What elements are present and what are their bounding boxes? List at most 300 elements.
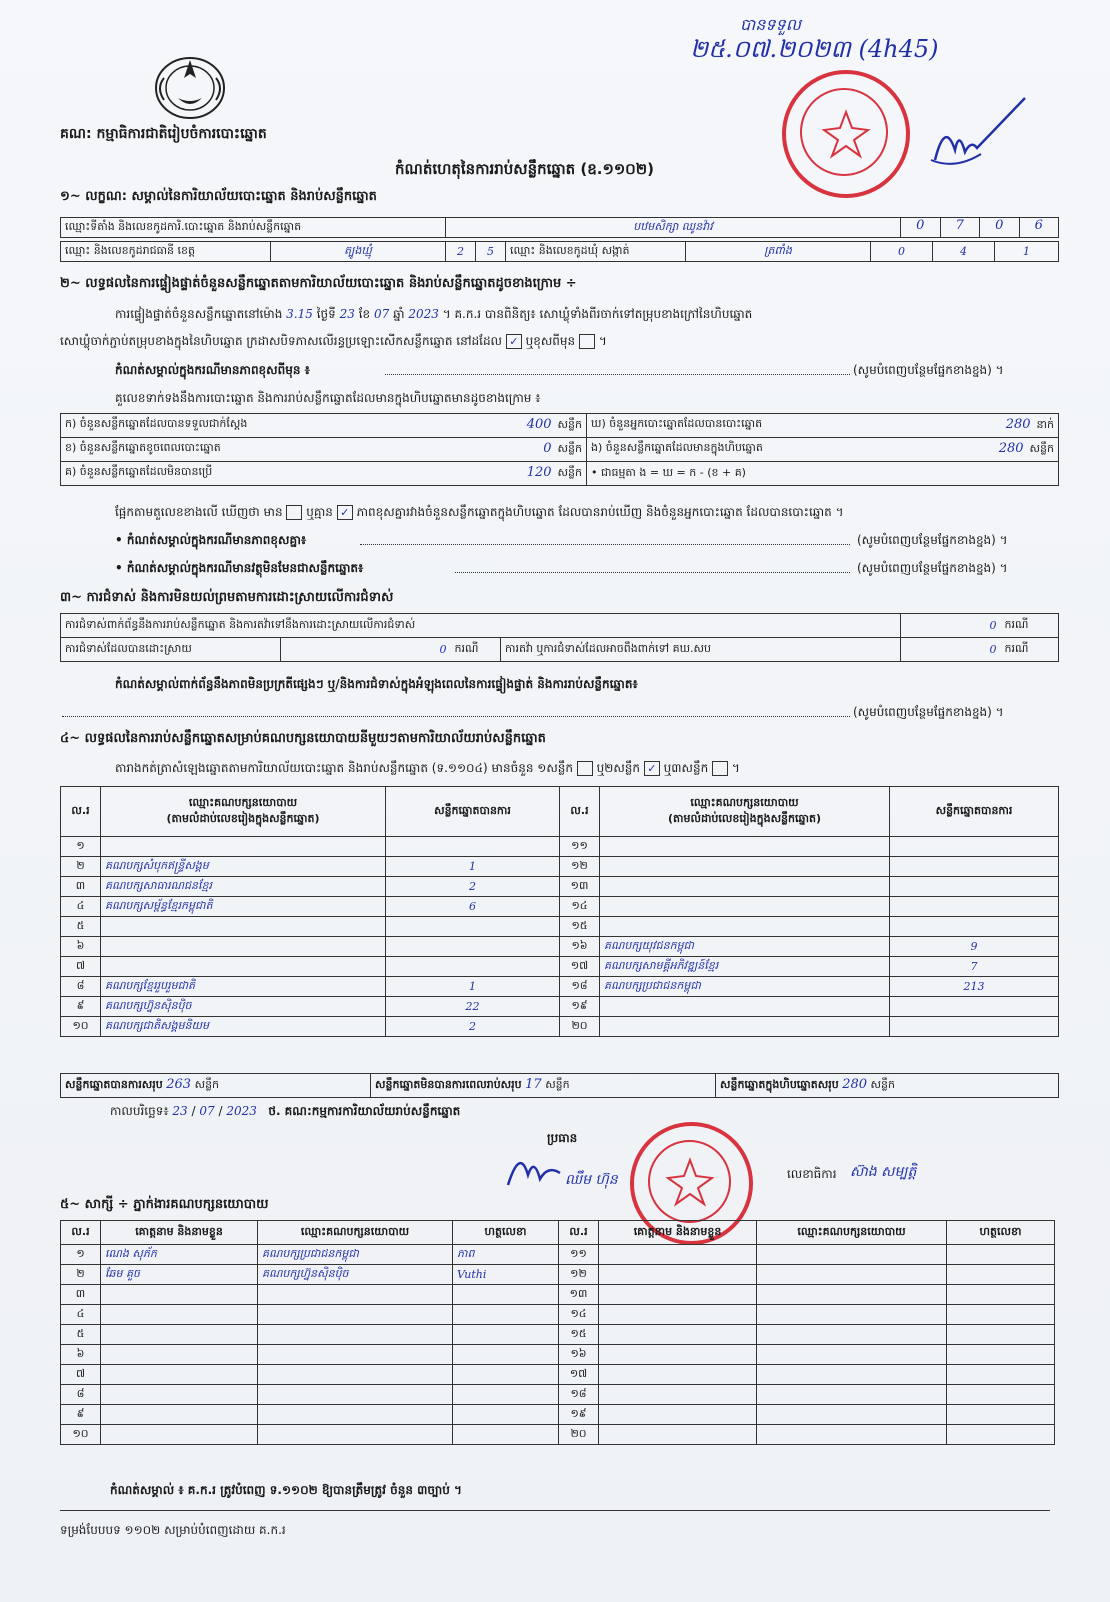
total-valid-unit: សន្លឹក bbox=[194, 1078, 220, 1091]
verify-month: 07 bbox=[373, 307, 390, 321]
results-col-party-left-line1: ឈ្មោះគណបក្សនយោបាយ bbox=[188, 795, 298, 809]
results-col-party-left-line2: (តាមលំដាប់លេខរៀងក្នុងសន្លឹកឆ្នោត) bbox=[166, 811, 320, 825]
location-table bbox=[60, 217, 1059, 238]
verify-text-b: ថ្ងៃទី bbox=[316, 307, 336, 321]
results-no-cell: ៥ bbox=[61, 917, 101, 937]
difference-note-line[interactable] bbox=[385, 374, 850, 375]
results-row bbox=[61, 997, 1059, 1017]
results-no-cell: ១៩ bbox=[560, 997, 600, 1017]
witness-sign-cell[interactable] bbox=[947, 1345, 1055, 1365]
figure-right-unit: សន្លឹក bbox=[1029, 442, 1054, 455]
witness-party-cell[interactable] bbox=[258, 1305, 453, 1325]
results-party-cell[interactable] bbox=[101, 917, 386, 937]
witness-no-cell: ១៥ bbox=[559, 1325, 599, 1345]
results-party-cell[interactable]: គណបក្សប្រជាជនកម្ពុជា bbox=[600, 977, 890, 997]
compare-text-a: ផ្អែកតាមតួលេខខាងលើ ឃើញថា មាន bbox=[115, 505, 283, 519]
results-votes-cell[interactable]: 2 bbox=[386, 877, 560, 897]
tally-text-d: ។ bbox=[731, 761, 740, 775]
verify-text-c: ខែ bbox=[358, 307, 371, 321]
verify-year: 2023 bbox=[408, 307, 439, 321]
witness-name-cell[interactable] bbox=[599, 1305, 757, 1325]
witness-no-cell: ៦ bbox=[61, 1345, 101, 1365]
signature-top bbox=[925, 90, 1035, 180]
witness-sign-cell[interactable] bbox=[453, 1345, 559, 1365]
witness-party-cell[interactable] bbox=[757, 1345, 947, 1365]
witness-no-cell: ១០ bbox=[61, 1425, 101, 1445]
two-sheets-checkbox[interactable]: ✓ bbox=[644, 761, 660, 776]
witness-row bbox=[61, 1245, 1055, 1265]
results-row bbox=[61, 837, 1059, 857]
results-row bbox=[61, 1017, 1059, 1037]
different-checkbox[interactable] bbox=[579, 334, 595, 349]
witness-sign-cell[interactable] bbox=[947, 1385, 1055, 1405]
witness-sign-cell[interactable] bbox=[947, 1265, 1055, 1285]
witness-party-cell[interactable] bbox=[258, 1365, 453, 1385]
results-no-cell: ១៣ bbox=[560, 877, 600, 897]
date-line: កាលបរិច្ឆេទ៖ 23 / 07 / 2023 ថ. គណ:កម្មការការិយាល័យរាប់សន្លឹកឆ្នោត bbox=[110, 1104, 461, 1118]
witness-party-cell[interactable] bbox=[757, 1405, 947, 1425]
figure-right-cell bbox=[587, 438, 1059, 462]
tally-text-c: ឬ៣សន្លឹក bbox=[663, 761, 709, 775]
committee-name: គណ: កម្មាធិការជាតិរៀបចំការបោះឆ្នោត bbox=[60, 126, 267, 142]
witness-col-name-left: គោត្តនាម និងនាមខ្លួន bbox=[101, 1221, 258, 1245]
witness-row bbox=[61, 1405, 1055, 1425]
footer-divider bbox=[60, 1510, 1050, 1511]
results-col-votes-left: សន្លឹកឆ្នោតបានការ bbox=[386, 787, 560, 837]
seal-line bbox=[60, 333, 607, 351]
witness-party-cell[interactable] bbox=[757, 1385, 947, 1405]
no-difference-checkbox[interactable]: ✓ bbox=[337, 505, 353, 520]
figure-left-unit: សន្លឹក bbox=[557, 466, 582, 479]
witness-party-cell[interactable] bbox=[258, 1385, 453, 1405]
secretary-name: ស៊ាង សម្បត្តិ bbox=[850, 1164, 917, 1180]
appeal-unit: ករណី bbox=[1001, 638, 1059, 662]
witness-party-cell[interactable] bbox=[258, 1425, 453, 1445]
results-party-cell[interactable] bbox=[101, 957, 386, 977]
results-votes-cell[interactable] bbox=[890, 917, 1059, 937]
results-party-cell[interactable]: គណបក្សសំបុកឥន្ទ្រីសង្គម bbox=[101, 857, 386, 877]
witness-name-cell[interactable] bbox=[101, 1305, 258, 1325]
results-party-cell[interactable] bbox=[101, 837, 386, 857]
witness-row bbox=[61, 1385, 1055, 1405]
results-party-cell[interactable] bbox=[600, 1017, 890, 1037]
bullet-difference-fill: (សូមបំពេញបន្ថែមផ្នែកខាងខ្នង) ។ bbox=[857, 533, 1008, 547]
form-title: កំណត់ហេតុនៃការរាប់សន្លឹកឆ្នោត (ឧ.១១០២) bbox=[395, 160, 655, 178]
commune-code-1: 0 bbox=[871, 242, 933, 262]
witness-no-cell: ៩ bbox=[61, 1405, 101, 1425]
results-col-party-right-line1: ឈ្មោះគណបក្សនយោបាយ bbox=[690, 795, 799, 809]
results-party-cell[interactable] bbox=[600, 877, 890, 897]
results-votes-cell[interactable] bbox=[386, 957, 560, 977]
verify-text-d: ឆ្នាំ bbox=[393, 307, 405, 321]
results-party-cell[interactable] bbox=[600, 917, 890, 937]
total-invalid-value: 17 bbox=[525, 1077, 542, 1092]
results-no-cell: ១៦ bbox=[560, 937, 600, 957]
figure-left-value bbox=[527, 465, 582, 482]
results-party-cell[interactable] bbox=[600, 857, 890, 877]
witness-no-cell: ១៣ bbox=[559, 1285, 599, 1305]
results-votes-cell[interactable] bbox=[386, 917, 560, 937]
results-col-votes-right: សន្លឹកឆ្នោតបានការ bbox=[890, 787, 1059, 837]
figure-left-unit: សន្លឹក bbox=[557, 442, 582, 455]
irregularity-fill: (សូមបំពេញបន្ថែមផ្នែកខាងខ្នង) ។ bbox=[853, 705, 1004, 719]
results-party-cell[interactable]: គណបក្សហ្វ៊ុនស៊ិនប៉ិច bbox=[101, 997, 386, 1017]
witness-no-cell: ១១ bbox=[559, 1245, 599, 1265]
bullet-object-line[interactable] bbox=[455, 572, 850, 573]
total-valid-cell bbox=[61, 1074, 371, 1098]
objection-table bbox=[60, 613, 1059, 662]
figure-right-value bbox=[1048, 466, 1054, 481]
figure-right-number: 280 bbox=[998, 441, 1024, 456]
location-code-2: 7 bbox=[940, 218, 980, 237]
section2-title: ២~ លទ្ធផលនៃការផ្ទៀងផ្ទាត់ចំនួនសន្លឹកឆ្នោតតាមការិយាល័យបោះឆ្នោត និងរាប់សន្លឹកឆ្នោតដូចខាងក្រោម ÷ bbox=[60, 276, 577, 291]
witness-no-cell: ១៦ bbox=[559, 1345, 599, 1365]
compare-line bbox=[115, 504, 844, 522]
witness-name-cell[interactable] bbox=[599, 1285, 757, 1305]
results-party-cell[interactable] bbox=[101, 937, 386, 957]
verify-text-e: ។ គ.ក.រ បានពិនិត្យ៖ សោឃ្លុំទាំងពីរចាក់ទៅតម្រុបខាងក្រៅនៃហិបឆ្នោត bbox=[442, 307, 753, 321]
results-col-no-left: ល.រ bbox=[61, 787, 101, 837]
results-table bbox=[60, 786, 1059, 1037]
total-box-cell bbox=[716, 1074, 1059, 1098]
witness-no-cell: ១២ bbox=[559, 1265, 599, 1285]
results-votes-cell[interactable]: 1 bbox=[386, 857, 560, 877]
results-votes-cell[interactable]: 9 bbox=[890, 937, 1059, 957]
results-no-cell: ១ bbox=[61, 837, 101, 857]
figures-row bbox=[61, 438, 1059, 462]
results-no-cell: ១០ bbox=[61, 1017, 101, 1037]
figures-table bbox=[60, 413, 1059, 486]
figure-right-label: • ជាធម្មតា ង = ឃ = ក - (ខ + គ) bbox=[591, 465, 746, 479]
witness-sign-cell[interactable]: Vuthi bbox=[453, 1265, 559, 1285]
seal-text-c: ។ bbox=[598, 334, 607, 348]
location-code-3: 0 bbox=[979, 218, 1019, 237]
witness-sign-cell[interactable] bbox=[453, 1325, 559, 1345]
witness-party-cell[interactable] bbox=[757, 1265, 947, 1285]
witness-no-cell: ១ bbox=[61, 1245, 101, 1265]
tally-sheet-line bbox=[115, 760, 740, 778]
difference-note-fill: (សូមបំពេញបន្ថែមផ្នែកខាងខ្នង) ។ bbox=[853, 363, 1004, 377]
bullet-object: • កំណត់សម្គាល់ក្នុងករណីមានវត្ថុមិនមែនជាសន្លឹកឆ្នោត៖ bbox=[115, 561, 364, 575]
witness-name-cell[interactable] bbox=[599, 1365, 757, 1385]
section1-title: ១~ លក្ខណ: សម្គាល់នៃការិយាល័យបោះឆ្នោត និងរាប់សន្លឹកឆ្នោត bbox=[60, 189, 377, 204]
witness-sign-cell[interactable] bbox=[453, 1305, 559, 1325]
results-votes-cell[interactable] bbox=[386, 937, 560, 957]
province-table bbox=[60, 241, 1059, 262]
date-month: 07 bbox=[199, 1104, 215, 1118]
figure-right-label: ឃ) ចំនួនអ្នកបោះឆ្នោតដែលបានបោះឆ្នោត bbox=[591, 417, 763, 430]
figure-right-value bbox=[999, 441, 1054, 458]
witness-name-cell[interactable] bbox=[101, 1285, 258, 1305]
results-votes-cell[interactable] bbox=[386, 837, 560, 857]
results-col-party-right-line2: (តាមលំដាប់លេខរៀងក្នុងសន្លឹកឆ្នោត) bbox=[668, 811, 821, 825]
results-row bbox=[61, 957, 1059, 977]
witness-row bbox=[61, 1265, 1055, 1285]
bullet-difference: • កំណត់សម្គាល់ក្នុងករណីមានភាពខុសគ្នា៖ bbox=[115, 533, 307, 547]
witness-party-cell[interactable] bbox=[757, 1425, 947, 1445]
tally-text-b: ឬ២សន្លឹក bbox=[596, 761, 641, 775]
results-no-cell: ១២ bbox=[560, 857, 600, 877]
results-row bbox=[61, 917, 1059, 937]
witness-col-no-left: ល.រ bbox=[61, 1221, 101, 1245]
witness-name-cell[interactable] bbox=[599, 1265, 757, 1285]
received-note: បានទទួល bbox=[740, 15, 801, 34]
location-value: បឋមសិក្សា ឈូនវ៉ាវ bbox=[446, 218, 901, 238]
same-checkbox[interactable]: ✓ bbox=[506, 334, 522, 349]
witness-no-cell: ២០ bbox=[559, 1425, 599, 1445]
date-label: កាលបរិច្ឆេទ៖ bbox=[110, 1104, 169, 1118]
witness-name-cell[interactable] bbox=[599, 1385, 757, 1405]
verify-text-a: ការផ្ទៀងផ្ទាត់ចំនួនសន្លឹកឆ្នោតនៅម៉ោង bbox=[115, 307, 283, 321]
witness-col-name-right: គោត្តនាម និងនាមខ្លួន bbox=[599, 1221, 757, 1245]
figure-left-number: 0 bbox=[543, 441, 552, 456]
chair-signature bbox=[500, 1145, 570, 1195]
figure-left-label: ក) ចំនួនសន្លឹកឆ្នោតដែលបានទទួលជាក់ស្តែង bbox=[65, 417, 248, 430]
results-no-cell: ២០ bbox=[560, 1017, 600, 1037]
results-no-cell: ៨ bbox=[61, 977, 101, 997]
witness-party-cell[interactable] bbox=[258, 1345, 453, 1365]
results-party-cell[interactable]: គណបក្សសាមគ្គីអភិវឌ្ឍន៍ខ្មែរ bbox=[600, 957, 890, 977]
results-votes-cell[interactable]: 6 bbox=[386, 897, 560, 917]
results-party-cell[interactable] bbox=[600, 837, 890, 857]
commune-label: ឈ្មោះ និងលេខកូដឃុំ សង្កាត់ bbox=[506, 242, 686, 262]
witness-party-cell[interactable] bbox=[757, 1365, 947, 1385]
total-invalid-label: សន្លឹកឆ្នោតមិនបានការពេលរាប់សរុប bbox=[375, 1078, 522, 1091]
witness-party-cell[interactable] bbox=[757, 1245, 947, 1265]
verify-time: 3.15 bbox=[286, 307, 313, 321]
location-code-4: 6 bbox=[1019, 218, 1059, 237]
witness-no-cell: ៣ bbox=[61, 1285, 101, 1305]
date-day: 23 bbox=[172, 1104, 188, 1118]
witness-row bbox=[61, 1325, 1055, 1345]
figures-row bbox=[61, 462, 1059, 486]
witness-sign-cell[interactable]: ភាព bbox=[453, 1245, 559, 1265]
witness-sign-cell[interactable] bbox=[947, 1425, 1055, 1445]
bullet-difference-line[interactable] bbox=[360, 544, 850, 545]
province-code-2: 5 bbox=[476, 242, 506, 262]
figure-left-label: ខ) ចំនួនសន្លឹកឆ្នោតខូចពេលបោះឆ្នោត bbox=[65, 441, 221, 454]
results-votes-cell[interactable] bbox=[890, 1017, 1059, 1037]
results-col-party-right bbox=[600, 787, 890, 837]
witness-name-cell[interactable] bbox=[101, 1385, 258, 1405]
results-no-cell: ១៨ bbox=[560, 977, 600, 997]
footnote: កំណត់សម្គាល់ ៖ គ.ក.រ ត្រូវបំពេញ ទ.១១០២ ឱ្យបានត្រឹមត្រូវ ចំនួន ៣ច្បាប់ ។ bbox=[110, 1483, 462, 1497]
witness-party-cell[interactable] bbox=[258, 1285, 453, 1305]
results-votes-cell[interactable]: 2 bbox=[386, 1017, 560, 1037]
witness-name-cell[interactable] bbox=[599, 1325, 757, 1345]
witness-no-cell: ១៨ bbox=[559, 1385, 599, 1405]
results-no-cell: ១៤ bbox=[560, 897, 600, 917]
results-party-cell[interactable] bbox=[600, 897, 890, 917]
results-votes-cell[interactable]: 1 bbox=[386, 977, 560, 997]
witness-party-cell[interactable]: គណបក្សហ្វ៊ុនស៊ិនប៉ិច bbox=[258, 1265, 453, 1285]
witness-sign-cell[interactable] bbox=[453, 1405, 559, 1425]
seal-text: សោឃ្លុំចាក់ភ្ជាប់តម្រុបខាងក្នុងនៃហិបឆ្នោត ក្រដាសបិទភាសលើរន្ធប្រឡោះសើកសន្លឹកឆ្នោត នៅដដែល bbox=[60, 334, 502, 348]
witness-sign-cell[interactable] bbox=[453, 1425, 559, 1445]
witness-sign-cell[interactable] bbox=[947, 1285, 1055, 1305]
commune-code-2: 4 bbox=[933, 242, 995, 262]
results-votes-cell[interactable] bbox=[890, 877, 1059, 897]
witness-row bbox=[61, 1425, 1055, 1445]
witness-name-cell[interactable] bbox=[599, 1245, 757, 1265]
figure-left-label: គ) ចំនួនសន្លឹកឆ្នោតដែលមិនបានប្រើ bbox=[65, 465, 213, 478]
witness-row bbox=[61, 1305, 1055, 1325]
results-no-cell: ២ bbox=[61, 857, 101, 877]
irregularity-note: កំណត់សម្គាល់ពាក់ព័ន្ធនឹងភាពមិនប្រក្រតីផ្សេងៗ ឬ/និងការជំទាស់ក្នុងអំឡុងពេលនៃការផ្ទៀងផ្ទាត់ និងការរាប់សន្លឹកឆ្នោត៖ bbox=[115, 677, 638, 691]
witness-col-party-right: ឈ្មោះគណបក្សនយោបាយ bbox=[757, 1221, 947, 1245]
witness-name-cell[interactable] bbox=[599, 1405, 757, 1425]
results-party-cell[interactable]: គណបក្សសាធារណជនខ្មែរ bbox=[101, 877, 386, 897]
witness-no-cell: ១៩ bbox=[559, 1405, 599, 1425]
witness-sign-cell[interactable] bbox=[453, 1285, 559, 1305]
witness-sign-cell[interactable] bbox=[453, 1385, 559, 1405]
results-no-cell: ១៥ bbox=[560, 917, 600, 937]
date-year: 2023 bbox=[226, 1104, 257, 1118]
figures-row bbox=[61, 414, 1059, 438]
figure-left-cell bbox=[61, 414, 587, 438]
figure-left-value bbox=[527, 417, 582, 434]
results-votes-cell[interactable] bbox=[890, 897, 1059, 917]
results-party-cell[interactable]: គណបក្សយុវជនកម្ពុជា bbox=[600, 937, 890, 957]
total-invalid-cell bbox=[371, 1074, 716, 1098]
results-votes-cell[interactable] bbox=[890, 837, 1059, 857]
nec-emblem-icon bbox=[150, 48, 230, 124]
results-no-cell: ៦ bbox=[61, 937, 101, 957]
witness-name-cell[interactable] bbox=[599, 1425, 757, 1445]
witness-name-cell[interactable] bbox=[101, 1405, 258, 1425]
section5-title: ៥~ សាក្សី ÷ ភ្នាក់ងារគណបក្សនយោបាយ bbox=[60, 1197, 269, 1212]
irregularity-line[interactable] bbox=[62, 716, 850, 717]
results-row bbox=[61, 977, 1059, 997]
witness-no-cell: ៧ bbox=[61, 1365, 101, 1385]
figures-intro: គួលេខទាក់ទងនឹងការបោះឆ្នោត និងការរាប់សន្លឹកឆ្នោតដែលមានក្នុងហិបឆ្នោតមានដូចខាងក្រោម ៖ bbox=[115, 391, 541, 405]
one-sheet-checkbox[interactable] bbox=[577, 761, 593, 776]
results-party-cell[interactable]: គណបក្សជាតិសង្គមនិយម bbox=[101, 1017, 386, 1037]
witness-table bbox=[60, 1220, 1055, 1445]
total-valid-label: សន្លឹកឆ្នោតបានការសរុប bbox=[65, 1078, 163, 1091]
witness-col-no-right: ល.រ bbox=[559, 1221, 599, 1245]
witness-party-cell[interactable]: គណបក្សប្រជាជនកម្ពុជា bbox=[258, 1245, 453, 1265]
chair-name: ឈឹម ហ៊ុន bbox=[565, 1172, 618, 1188]
resolved-value: 0 bbox=[281, 638, 451, 662]
form-footer-note: ទម្រង់បែបបទ ១១០២ សម្រាប់បំពេញដោយ គ.ក.រ bbox=[60, 1523, 286, 1537]
witness-name-cell[interactable] bbox=[101, 1345, 258, 1365]
results-party-cell[interactable] bbox=[600, 997, 890, 1017]
total-box-value: 280 bbox=[842, 1077, 868, 1092]
total-invalid-unit: សន្លឹក bbox=[545, 1078, 570, 1091]
witness-col-sign-left: ហត្ថលេខា bbox=[453, 1221, 559, 1245]
figure-left-cell bbox=[61, 438, 587, 462]
section4-title: ៤~ លទ្ធផលនៃការរាប់សន្លឹកឆ្នោតសម្រាប់គណបក្សនយោបាយនីមួយៗតាមការិយាល័យរាប់សន្លឹកឆ្នោត bbox=[60, 731, 546, 746]
witness-col-party-left: ឈ្មោះគណបក្សនយោបាយ bbox=[258, 1221, 453, 1245]
has-difference-checkbox[interactable] bbox=[286, 505, 302, 520]
results-votes-cell[interactable]: 213 bbox=[890, 977, 1059, 997]
results-no-cell: ១១ bbox=[560, 837, 600, 857]
results-party-cell[interactable]: គណបក្សខ្មែររួបរួមជាតិ bbox=[101, 977, 386, 997]
results-row bbox=[61, 857, 1059, 877]
figure-left-unit: សន្លឹក bbox=[557, 418, 582, 431]
witness-party-cell[interactable] bbox=[757, 1305, 947, 1325]
results-no-cell: ៤ bbox=[61, 897, 101, 917]
witness-sign-cell[interactable] bbox=[947, 1305, 1055, 1325]
witness-party-cell[interactable] bbox=[757, 1325, 947, 1345]
figure-left-cell bbox=[61, 462, 587, 486]
verify-day: 23 bbox=[339, 307, 355, 321]
objection-unit: ករណី bbox=[1001, 614, 1059, 638]
witness-row bbox=[61, 1365, 1055, 1385]
results-votes-cell[interactable] bbox=[890, 997, 1059, 1017]
figure-left-number: 120 bbox=[526, 465, 552, 480]
objection-value: 0 bbox=[901, 614, 1001, 638]
compare-text-b: ឬគ្មាន bbox=[306, 505, 333, 519]
results-no-cell: ៩ bbox=[61, 997, 101, 1017]
results-party-cell[interactable]: គណបក្សសម្ព័ន្ធខ្មែរកម្ពុជាតិ bbox=[101, 897, 386, 917]
witness-no-cell: ៨ bbox=[61, 1385, 101, 1405]
witness-name-cell[interactable] bbox=[101, 1425, 258, 1445]
witness-sign-cell[interactable] bbox=[947, 1325, 1055, 1345]
witness-sign-cell[interactable] bbox=[947, 1405, 1055, 1425]
figure-right-unit: នាក់ bbox=[1036, 418, 1054, 431]
witness-sign-cell[interactable] bbox=[453, 1365, 559, 1385]
bullet-object-fill: (សូមបំពេញបន្ថែមផ្នែកខាងខ្នង) ។ bbox=[857, 561, 1008, 575]
witness-name-cell[interactable]: ឆែម គួច bbox=[101, 1265, 258, 1285]
province-code-1: 2 bbox=[446, 242, 476, 262]
witness-no-cell: ១៧ bbox=[559, 1365, 599, 1385]
objection-label: ការជំទាស់ពាក់ព័ន្ធនឹងការរាប់សន្លឹកឆ្នោត និងការតវ៉ាទៅនឹងការដោះស្រាយលើការជំទាស់ bbox=[61, 614, 901, 638]
witness-name-cell[interactable] bbox=[599, 1345, 757, 1365]
counting-committee: ថ. គណ:កម្មការការិយាល័យរាប់សន្លឹកឆ្នោត bbox=[268, 1104, 461, 1118]
appeal-label: ការតវ៉ា ឬការជំទាស់ដែលអាចពឹងពាក់ទៅ គឃ.សប bbox=[501, 638, 901, 662]
results-votes-cell[interactable] bbox=[890, 857, 1059, 877]
figure-right-value bbox=[1006, 417, 1054, 434]
tally-text: តារាងកត់ត្រាសំឡេងឆ្នោតតាមការិយាល័យបោះឆ្នោត និងរាប់សន្លឹកឆ្នោត (ទ.១១០៤) មានចំនួន ១សន្លឹក bbox=[115, 761, 573, 775]
witness-party-cell[interactable] bbox=[258, 1405, 453, 1425]
three-sheets-checkbox[interactable] bbox=[712, 761, 728, 776]
section3-title: ៣~ ការជំទាស់ និងការមិនយល់ព្រមតាមការដោះស្រាយលើការជំទាស់ bbox=[60, 590, 394, 605]
results-no-cell: ៧ bbox=[61, 957, 101, 977]
witness-col-sign-right: ហត្ថលេខា bbox=[947, 1221, 1055, 1245]
witness-name-cell[interactable] bbox=[101, 1325, 258, 1345]
resolved-unit: ករណី bbox=[451, 638, 501, 662]
total-box-unit: សន្លឹក bbox=[870, 1078, 895, 1091]
witness-no-cell: ៤ bbox=[61, 1305, 101, 1325]
witness-name-cell[interactable]: ណេង សុភ័ក bbox=[101, 1245, 258, 1265]
results-no-cell: ១៧ bbox=[560, 957, 600, 977]
province-label: ឈ្មោះ និងលេខកូដរាជធានី ខេត្ត bbox=[61, 242, 271, 262]
results-no-cell: ៣ bbox=[61, 877, 101, 897]
totals-table bbox=[60, 1073, 1059, 1098]
verification-line bbox=[115, 306, 752, 324]
appeal-value: 0 bbox=[901, 638, 1001, 662]
results-votes-cell[interactable]: 7 bbox=[890, 957, 1059, 977]
results-col-no-right: ល.រ bbox=[560, 787, 600, 837]
commune-code-3: 1 bbox=[995, 242, 1059, 262]
witness-sign-cell[interactable] bbox=[947, 1365, 1055, 1385]
witness-party-cell[interactable] bbox=[757, 1285, 947, 1305]
witness-no-cell: ២ bbox=[61, 1265, 101, 1285]
results-col-party-left bbox=[101, 787, 386, 837]
total-box-label: សន្លឹកឆ្នោតក្នុងហិបឆ្នោតសរុប bbox=[720, 1078, 839, 1091]
witness-name-cell[interactable] bbox=[101, 1365, 258, 1385]
witness-sign-cell[interactable] bbox=[947, 1245, 1055, 1265]
difference-note-label: កំណត់សម្គាល់ក្នុងករណីមានភាពខុសពីមុន ៖ bbox=[115, 363, 310, 377]
witness-party-cell[interactable] bbox=[258, 1325, 453, 1345]
secretary-label: លេខាធិការ bbox=[787, 1167, 837, 1181]
location-label: ឈ្មោះទីតាំង និងលេខកូដការិ.បោះឆ្នោត និងរាប់សន្លឹកឆ្នោត bbox=[61, 218, 446, 238]
results-votes-cell[interactable]: 22 bbox=[386, 997, 560, 1017]
total-valid-value: 263 bbox=[166, 1077, 192, 1092]
figure-left-number: 400 bbox=[526, 417, 552, 432]
